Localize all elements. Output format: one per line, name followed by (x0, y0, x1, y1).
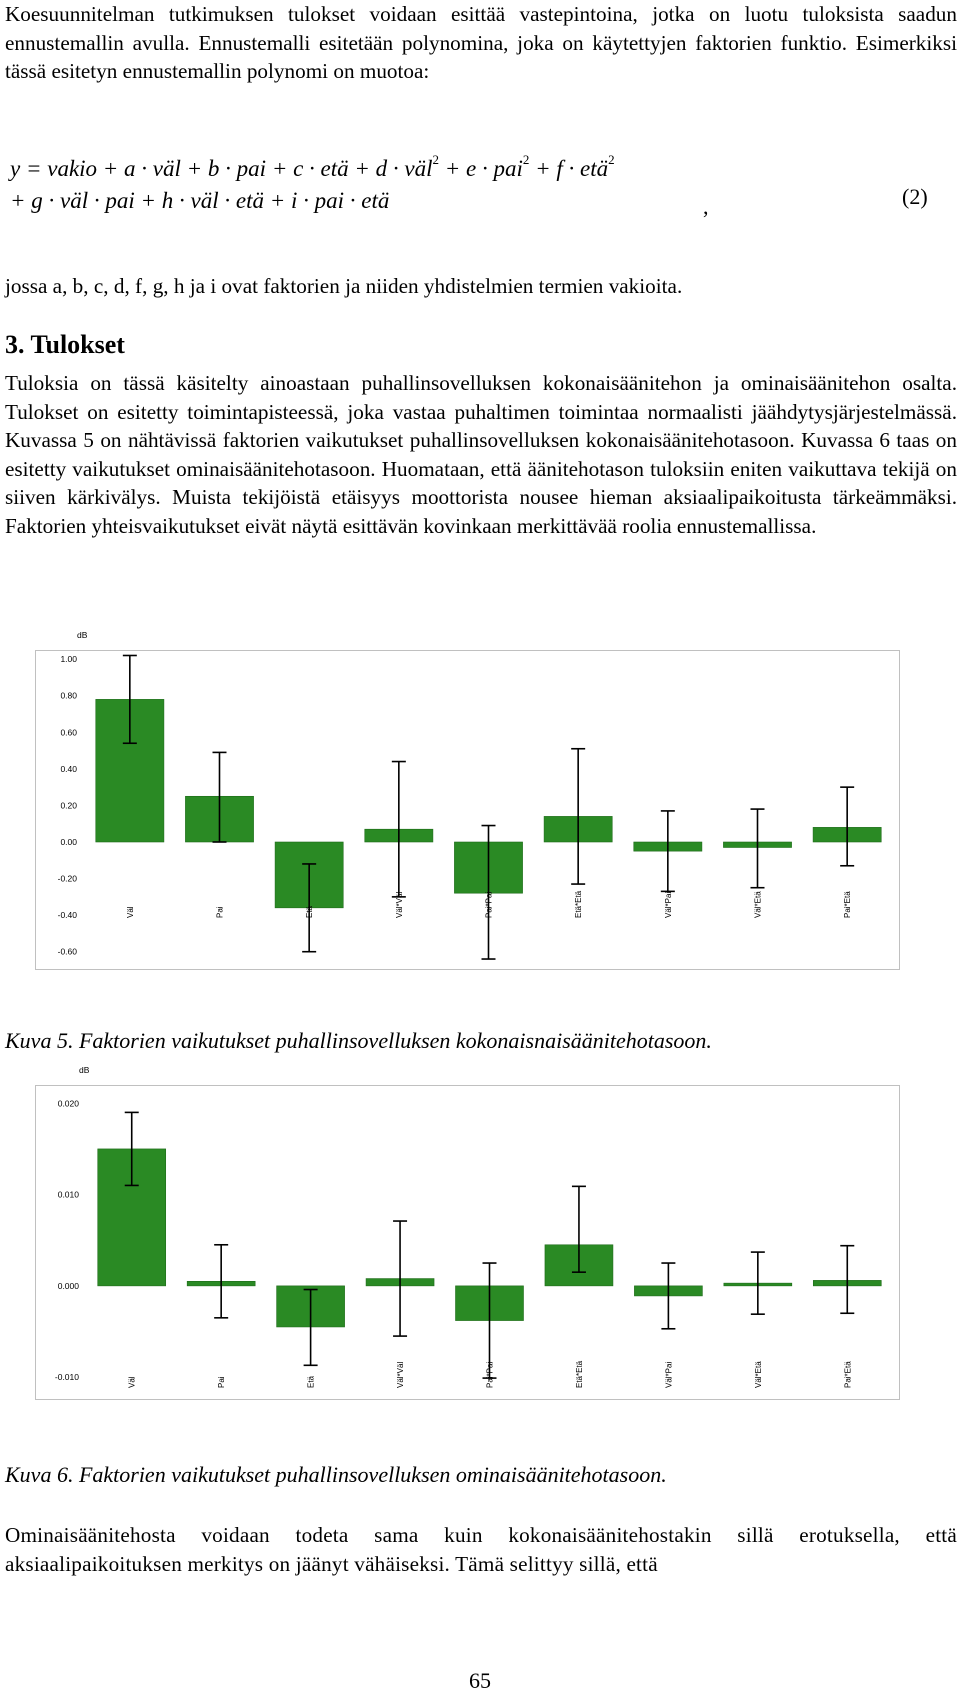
y-tick-label: 0.60 (60, 727, 77, 738)
x-category-label: Väl (127, 1376, 137, 1388)
y-tick-label: 0.000 (57, 1280, 79, 1291)
y-axis-unit: dB (79, 1065, 90, 1075)
y-axis-unit: dB (77, 630, 88, 640)
equation (10, 152, 950, 242)
figure-6-caption: Kuva 6. Faktorien vaikutukset puhallinsovelluksen ominaisäänitehotasoon. (5, 1462, 667, 1487)
intro-paragraph: Koesuunnitelman tutkimuksen tulokset voidaan esittää vastepintoina, jotka on luotu tuloksista saadun ennustemallin avulla. Ennustemalli esitetään polynomina, joka on käytettyjen faktorien funktio. Esimerkiksi tässä esitetyn ennustemallin polynomi on muotoa: (5, 2, 957, 84)
figure-5-caption: Kuva 5. Faktorien vaikutukset puhallinsovelluksen kokonaisnaisäänitehotasoon. (5, 1028, 712, 1053)
equation-exponent: 2 (432, 152, 440, 167)
equation-line-1 (10, 152, 615, 182)
x-category-label: Pai*Pai (484, 891, 494, 918)
y-tick-label: 0.80 (60, 690, 77, 701)
figure-6-svg (35, 1065, 900, 1400)
y-tick-label: -0.60 (57, 946, 77, 957)
closing-paragraph: Ominaisäänitehosta voidaan todeta sama kuin kokonaisäänitehostakin sillä erotuksella, että aksiaalipaikoituksen merkitys on jäänyt vähäiseksi. Tämä selittyy sillä, että (5, 1523, 957, 1576)
results-paragraph: Tuloksia on tässä käsitelty ainoastaan puhallinsovelluksen kokonaisäänitehon ja ominaisäänitehon osalta. Tulokset on esitetty toimintapisteessä, joka vastaa puhaltimen toimintaa normaalisti jäähdytysjärjestelmässä. Kuvassa 5 on nähtävissä faktorien vaikutukset puhallinsovelluksen kokonaisäänitehotasoon. Kuvassa 6 taas on esitetty vaikutukset ominaisäänitehotasoon. Huomataan, että äänitehotason tuloksiin eniten vaikuttava tekijä on siiven kärkivälys. Muista tekijöistä etäisyys moottorista nousee hieman aksiaalipaikoitusta tärkeämmäksi. Faktorien yhteisvaikutukset eivät näytä esittävän kovinkaan merkittävää roolia ennustemallissa. (5, 371, 957, 538)
y-tick-label: 0.20 (60, 800, 77, 811)
y-tick-label: 0.020 (57, 1098, 79, 1109)
x-category-label: Väl*Etä (753, 1361, 763, 1388)
equation-exponent: 2 (522, 152, 530, 167)
x-category-label: Etä (306, 1375, 316, 1388)
x-category-label: Pai*Etä (843, 1361, 853, 1388)
y-tick-label: -0.20 (57, 873, 77, 884)
equation-exponent: 2 (608, 152, 615, 167)
x-category-label: Etä*Etä (574, 1360, 584, 1388)
chart-frame (36, 651, 900, 970)
equation-number: (2) (902, 184, 928, 209)
x-category-label: Väl*Pai (664, 1361, 674, 1388)
x-category-label: Pai*Pai (485, 1361, 495, 1388)
equation-explanation: jossa a, b, c, d, f, g, h ja i ovat faktorien ja niiden yhdistelmien termien vakioita. (5, 274, 683, 298)
y-tick-label: -0.010 (54, 1372, 79, 1383)
x-category-label: Pai*Etä (843, 891, 853, 918)
equation-comma: , (703, 194, 709, 219)
x-category-label: Väl*Etä (753, 891, 763, 918)
x-category-label: Väl*Väl (394, 891, 404, 918)
figure-5-chart (35, 630, 900, 970)
equation-line-2: + g · väl · pai + h · väl · etä + i · pai · etä (10, 188, 390, 213)
x-category-label: Väl*Pai (663, 891, 673, 918)
x-category-label: Väl (125, 906, 135, 918)
y-tick-label: 1.00 (60, 654, 77, 665)
y-tick-label: 0.010 (57, 1189, 79, 1200)
x-category-label: Etä (305, 905, 315, 918)
x-category-label: Väl*Väl (396, 1361, 406, 1388)
x-category-label: Pai (215, 906, 225, 918)
y-tick-label: 0.00 (60, 837, 77, 847)
x-category-label: Pai (217, 1376, 227, 1388)
section-heading: 3. Tulokset (5, 330, 125, 359)
page-number: 65 (469, 1668, 491, 1693)
equation-line-1-middle: + e · pai (439, 156, 523, 181)
x-category-label: Etä*Etä (574, 890, 584, 918)
y-tick-label: -0.40 (57, 910, 77, 921)
figure-6-chart (35, 1065, 900, 1400)
equation-line-1-end: + f · etä (529, 156, 609, 181)
figure-5-svg (35, 630, 900, 970)
y-tick-label: 0.40 (60, 763, 77, 774)
equation-line-1-start: y = vakio + a · väl + b · pai + c · etä + d · väl (10, 156, 433, 181)
